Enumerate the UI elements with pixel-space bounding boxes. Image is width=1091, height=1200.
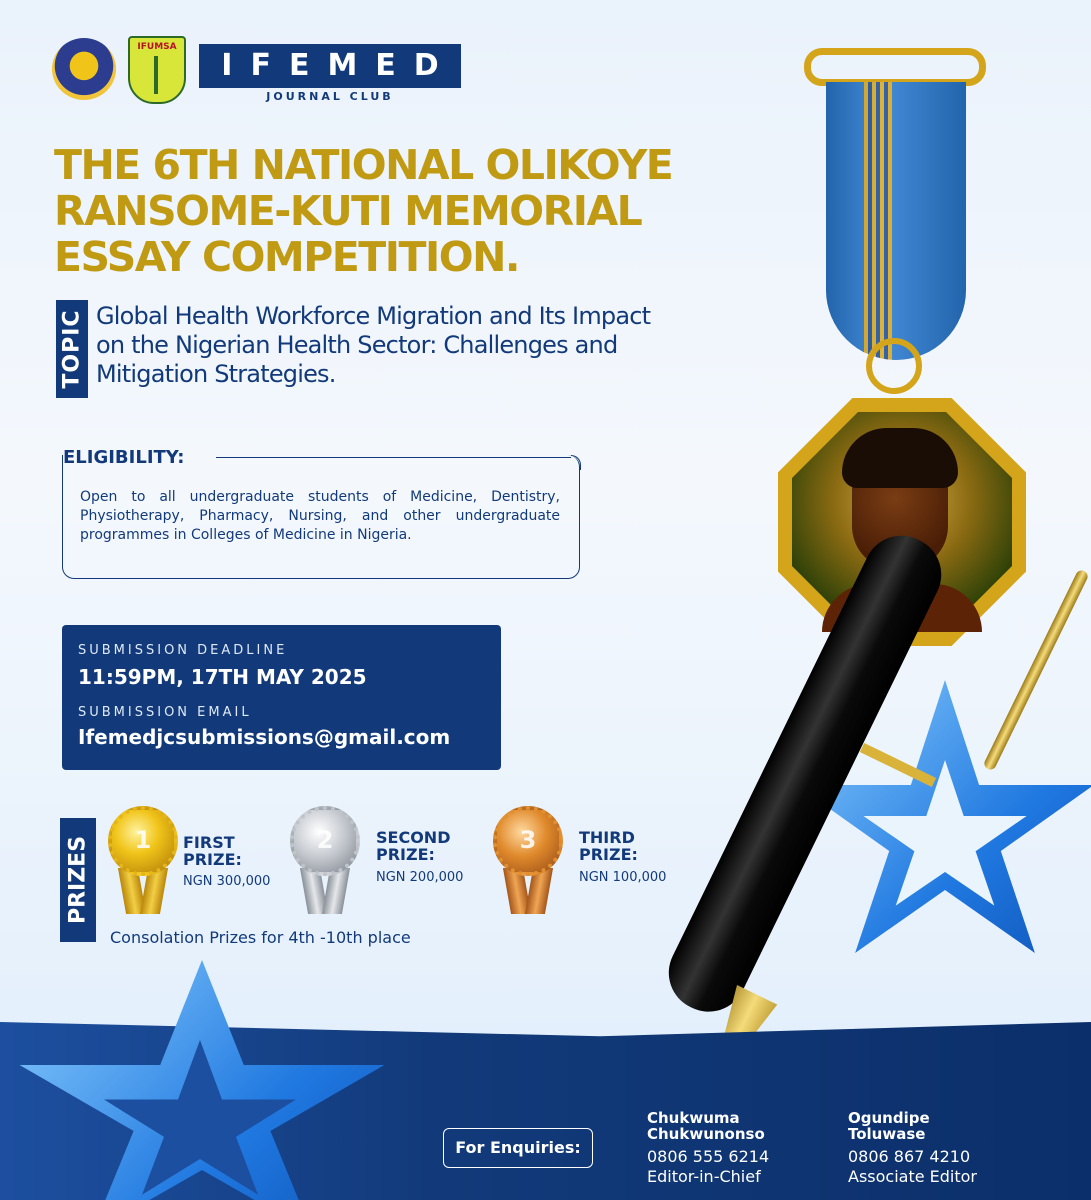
first-prize-amount: NGN 300,000	[183, 874, 271, 889]
prizes-label: PRIZES	[65, 835, 91, 925]
caduceus-icon	[154, 56, 158, 94]
deadline-label: SUBMISSION DEADLINE	[78, 643, 288, 658]
topic-tab	[56, 300, 88, 398]
contact-1-phone[interactable]: 0806 555 6214	[647, 1147, 770, 1166]
email-label: SUBMISSION EMAIL	[78, 705, 252, 720]
silver-medal-icon	[290, 806, 360, 916]
submission-box	[62, 625, 501, 770]
deadline-value: 11:59PM, 17TH MAY 2025	[78, 665, 367, 689]
medal-ribbon-shade	[826, 82, 966, 360]
third-prize-title: THIRD PRIZE:	[579, 828, 638, 864]
contact-2-phone[interactable]: 0806 867 4210	[848, 1147, 971, 1166]
topic-text: Global Health Workforce Migration and Its Impact on the Nigerian Health Sector: Challenges and Mitigation Strategies.	[96, 302, 651, 388]
first-prize-title: FIRST PRIZE:	[183, 833, 242, 869]
portrait-hair	[842, 428, 958, 488]
brand-name: IFEMED	[221, 48, 457, 83]
page-title: THE 6TH NATIONAL OLIKOYE RANSOME-KUTI MEMORIAL ESSAY COMPETITION.	[54, 141, 673, 281]
gold-medal-icon	[108, 806, 178, 916]
eligibility-text: Open to all undergraduate students of Medicine, Dentistry, Physiotherapy, Pharmacy, Nursing, and other undergraduate programmes in Colleges of Medicine in Nigeria.	[80, 489, 560, 543]
ifumsa-logo	[128, 36, 186, 104]
eligibility-box-corner	[571, 455, 581, 470]
second-prize-title: SECOND PRIZE:	[376, 828, 451, 864]
consolation-text: Consolation Prizes for 4th -10th place	[110, 928, 411, 947]
third-prize-number: 3	[519, 826, 537, 854]
second-prize-amount: NGN 200,000	[376, 870, 464, 885]
bronze-medal-icon	[493, 806, 563, 916]
enquiries-label: For Enquiries:	[455, 1138, 581, 1157]
ifemed-logo	[199, 44, 461, 88]
second-prize-number: 2	[316, 826, 334, 854]
eligibility-label: ELIGIBILITY:	[63, 447, 185, 468]
contact-2-name: Ogundipe Toluwase	[848, 1109, 930, 1143]
brand-subtitle: JOURNAL CLUB	[266, 90, 394, 103]
contact-1-name: Chukwuma Chukwunonso	[647, 1109, 765, 1143]
topic-label: TOPIC	[59, 309, 85, 389]
enquiries-box	[443, 1128, 593, 1168]
prizes-tab	[60, 818, 96, 942]
ifumsa-logo-text: IFUMSA	[137, 42, 177, 52]
third-prize-amount: NGN 100,000	[579, 870, 667, 885]
oau-logo	[52, 38, 116, 100]
email-link[interactable]: Ifemedjcsubmissions@gmail.com	[78, 725, 451, 749]
eligibility-divider	[216, 457, 571, 458]
contact-2-role: Associate Editor	[848, 1167, 978, 1186]
medal-hanger	[804, 48, 986, 86]
contact-1-role: Editor-in-Chief	[647, 1167, 761, 1186]
first-prize-number: 1	[134, 826, 152, 854]
medal-ring	[866, 338, 922, 394]
